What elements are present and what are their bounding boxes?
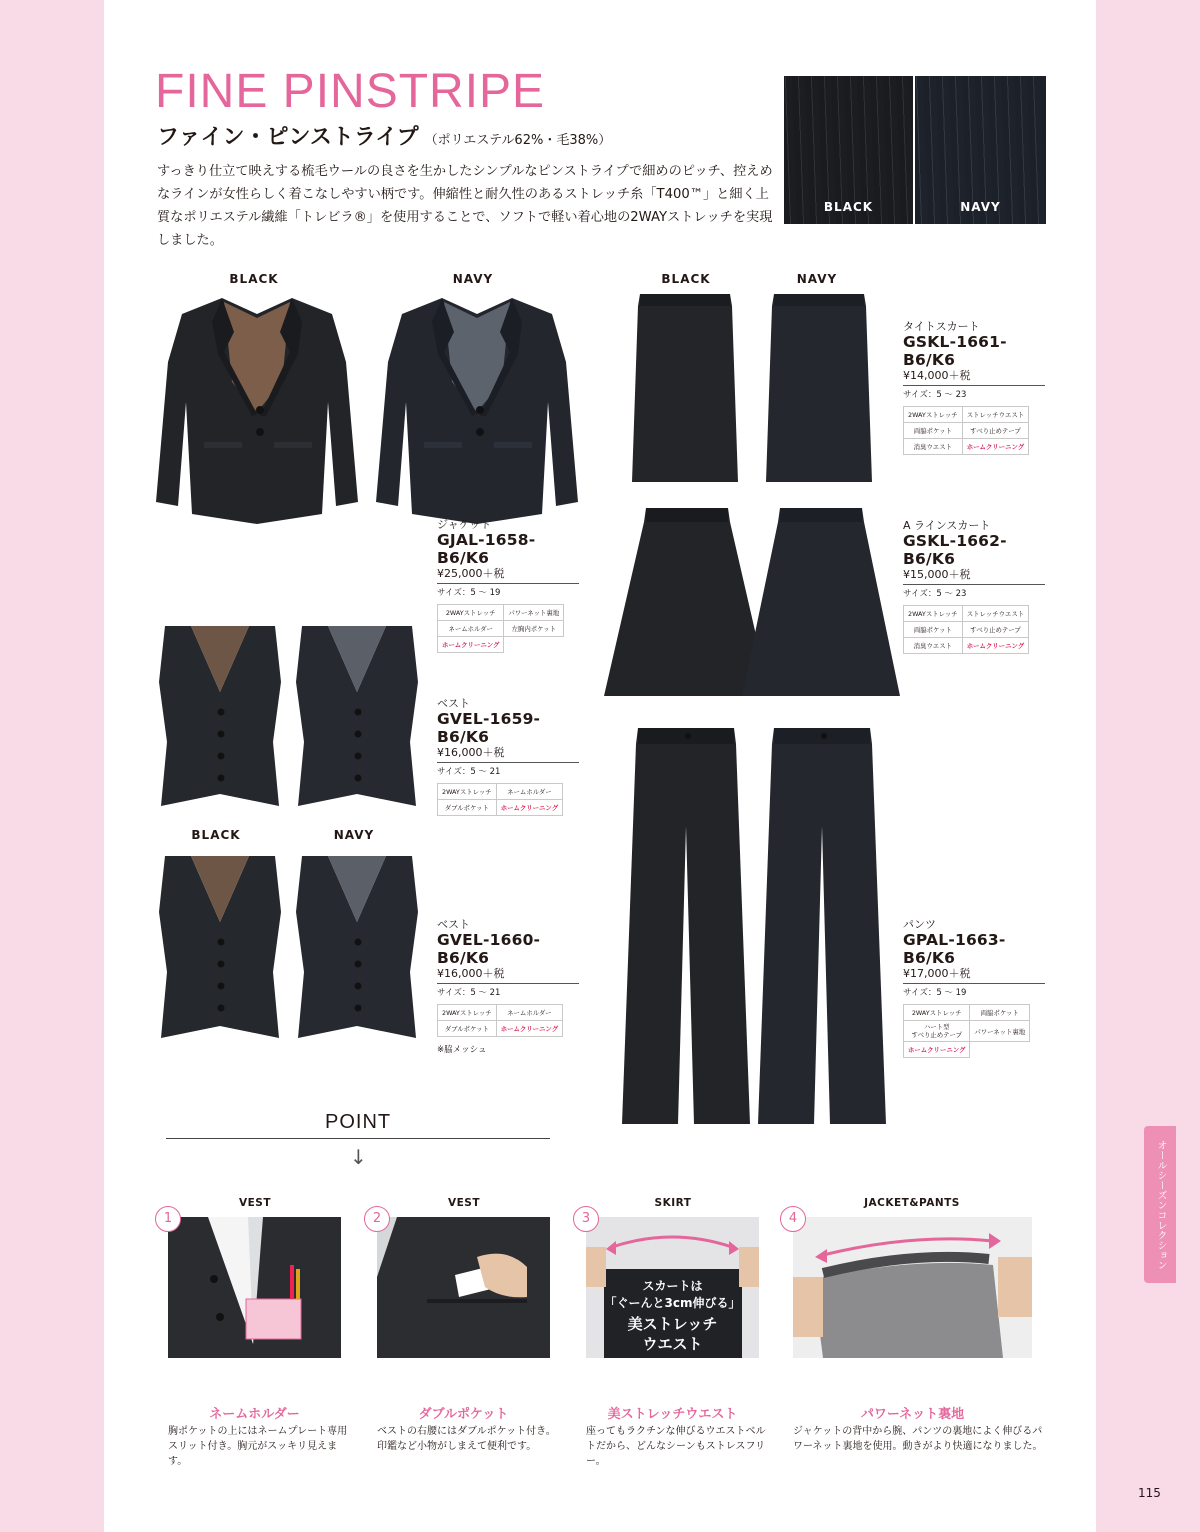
feature-cell: ストレッチウエスト — [962, 606, 1028, 622]
product-price: ¥15,000＋税 — [903, 568, 1045, 585]
feature-cell: ダブルポケット — [438, 800, 497, 816]
point-divider — [166, 1138, 550, 1139]
feature-table — [903, 605, 1029, 654]
feature-cell: パワーネット裏地 — [970, 1021, 1030, 1042]
point-head: SKIRT — [654, 1197, 692, 1209]
feature-cell: 2WAYストレッチ — [438, 784, 497, 800]
stretch-banner-line4: ウエスト — [642, 1335, 703, 1353]
feature-table — [437, 604, 564, 653]
vest-1660-black-image — [155, 852, 285, 1044]
fabric-swatch-black — [784, 76, 913, 224]
feature-table — [437, 783, 563, 816]
right-pink-margin — [1096, 0, 1200, 1532]
feature-table — [903, 406, 1029, 455]
product-info-vest-1659 — [437, 697, 579, 816]
page-subtitle — [157, 120, 611, 151]
point-photo-stretch-waist — [586, 1217, 759, 1358]
feature-cell-home-cleaning: ホームクリーニング — [962, 638, 1028, 654]
product-info-pants — [903, 918, 1045, 1058]
column-head-navy: NAVY — [796, 272, 838, 286]
vest-1659-navy-image — [292, 622, 422, 812]
jacket-navy-image — [372, 292, 582, 532]
product-price: ¥14,000＋税 — [903, 369, 1045, 386]
feature-cell: 2WAYストレッチ — [438, 605, 504, 621]
feature-cell: 両脇ポケット — [970, 1005, 1030, 1021]
product-info-jacket — [437, 518, 579, 653]
tight-skirt-black-image — [628, 292, 742, 488]
product-type: ベスト — [437, 918, 470, 931]
feature-cell: すべり止めテープ — [962, 423, 1028, 439]
point-label: ダブルポケット — [418, 1407, 509, 1422]
product-type: ベスト — [437, 697, 470, 710]
product-type: A ラインスカート — [903, 519, 991, 532]
page-title: FINE PINSTRIPE — [155, 65, 546, 118]
column-head-navy: NAVY — [333, 828, 375, 842]
point-number: 3 — [573, 1206, 599, 1232]
point-title: POINT — [325, 1111, 392, 1133]
feature-cell: 左胸内ポケット — [504, 621, 564, 637]
feature-cell: 消臭ウエスト — [904, 638, 963, 654]
fabric-swatch-navy — [915, 76, 1046, 224]
feature-cell: ネームホルダー — [496, 1005, 562, 1021]
product-size: サイズ：5 〜 21 — [437, 767, 501, 777]
product-price: ¥17,000＋税 — [903, 967, 1045, 984]
feature-cell: すべり止めテープ — [962, 622, 1028, 638]
swatch-label: BLACK — [823, 200, 874, 214]
point-number: 2 — [364, 1206, 390, 1232]
column-head-black: BLACK — [191, 828, 241, 842]
feature-cell-home-cleaning: ホームクリーニング — [904, 1042, 970, 1058]
point-label: 美ストレッチウエスト — [607, 1407, 738, 1422]
feature-cell: 両脇ポケット — [904, 622, 963, 638]
product-size: サイズ：5 〜 21 — [437, 988, 501, 998]
feature-table — [437, 1004, 563, 1037]
product-code: GJAL-1658-B6/K6 — [437, 531, 536, 567]
product-code: GVEL-1660-B6/K6 — [437, 931, 541, 967]
feature-cell: ハート型 すべり止めテープ — [904, 1021, 970, 1042]
feature-cell: ネームホルダー — [496, 784, 562, 800]
product-code: GVEL-1659-B6/K6 — [437, 710, 541, 746]
product-size: サイズ：5 〜 23 — [903, 390, 967, 400]
point-number: 4 — [780, 1206, 806, 1232]
product-price: ¥25,000＋税 — [437, 567, 579, 584]
feature-cell: 2WAYストレッチ — [904, 1005, 970, 1021]
material-composition: （ポリエステル62%・毛38%） — [424, 133, 612, 148]
column-head-black: BLACK — [229, 272, 279, 286]
product-size: サイズ：5 〜 19 — [903, 988, 967, 998]
product-price: ¥16,000＋税 — [437, 746, 579, 763]
left-pink-margin — [0, 0, 104, 1532]
product-type: パンツ — [903, 918, 936, 931]
product-price: ¥16,000＋税 — [437, 967, 579, 984]
feature-cell: 2WAYストレッチ — [438, 1005, 497, 1021]
product-size: サイズ：5 〜 19 — [437, 588, 501, 598]
feature-cell: ダブルポケット — [438, 1021, 497, 1037]
product-note: ※脇メッシュ — [437, 1045, 487, 1055]
product-code: GPAL-1663-B6/K6 — [903, 931, 1006, 967]
feature-cell-home-cleaning: ホームクリーニング — [962, 439, 1028, 455]
point-head: VEST — [447, 1197, 481, 1209]
stretch-banner-line1: スカートは — [642, 1279, 703, 1293]
feature-cell: パワーネット裏地 — [504, 605, 564, 621]
point-photo-double-pocket — [377, 1217, 550, 1358]
product-code: GSKL-1661-B6/K6 — [903, 333, 1007, 369]
product-size: サイズ：5 〜 23 — [903, 589, 967, 599]
swatch-label: NAVY — [960, 200, 1001, 214]
intro-paragraph: すっきり仕立て映えする梳毛ウールの良さを生かしたシンプルなピンストライプで細めのピッチ、控えめなラインが女性らしく着こなしやすい柄です。伸縮性と耐久性のあるストレッチ糸「T400™」と細く上質なポリエステル繊維「トレビラ®」を使用することで、ソフトで軽い着心地の2WAYストレッチを実現しました。 — [157, 164, 773, 248]
point-photo-name-holder — [168, 1217, 341, 1358]
point-photo-power-net — [793, 1217, 1032, 1358]
jacket-black-image — [152, 292, 362, 532]
point-head: VEST — [238, 1197, 272, 1209]
feature-cell: 2WAYストレッチ — [904, 606, 963, 622]
feature-cell-home-cleaning: ホームクリーニング — [496, 1021, 562, 1037]
pants-black-image — [616, 726, 758, 1130]
product-type: タイトスカート — [903, 320, 980, 333]
point-label: パワーネット裏地 — [860, 1407, 965, 1422]
a-line-skirt-navy-image — [740, 506, 902, 702]
point-head: JACKET&PANTS — [864, 1197, 960, 1209]
feature-cell-home-cleaning: ホームクリーニング — [496, 800, 562, 816]
product-code: GSKL-1662-B6/K6 — [903, 532, 1007, 568]
subtitle-jp: ファイン・ピンストライプ — [157, 125, 419, 150]
feature-cell: 消臭ウエスト — [904, 439, 963, 455]
point-number: 1 — [155, 1206, 181, 1232]
feature-table — [903, 1004, 1030, 1058]
stretch-banner-line3: 美ストレッチ — [627, 1315, 718, 1333]
product-info-a-line-skirt — [903, 519, 1045, 654]
pants-navy-image — [752, 726, 894, 1130]
point-description: 胸ポケットの上にはネームプレート専用スリット付き。胸元がスッキリ見えます。 — [168, 1426, 348, 1467]
section-side-tab[interactable]: オールシーズンコレクション — [1144, 1126, 1176, 1283]
tight-skirt-navy-image — [762, 292, 876, 488]
point-description: 座ってもラクチンな伸びるウエストベルトだから、どんなシーンもストレスフリー。 — [586, 1426, 766, 1467]
feature-cell: 2WAYストレッチ — [904, 407, 963, 423]
down-arrow-icon: ↓ — [350, 1145, 367, 1169]
page-number: 115 — [1138, 1486, 1161, 1500]
feature-cell: ストレッチウエスト — [962, 407, 1028, 423]
vest-1659-black-image — [155, 622, 285, 812]
point-description: ベストの右腰にはダブルポケット付き。印鑑など小物がしまえて便利です。 — [377, 1426, 556, 1452]
product-info-tight-skirt — [903, 320, 1045, 455]
feature-cell: ネームホルダー — [438, 621, 504, 637]
product-type: ジャケット — [437, 518, 492, 531]
point-label: ネームホルダー — [209, 1407, 300, 1422]
product-info-vest-1660 — [437, 918, 579, 1055]
feature-cell: 両脇ポケット — [904, 423, 963, 439]
feature-cell-home-cleaning: ホームクリーニング — [438, 637, 504, 653]
column-head-navy: NAVY — [452, 272, 494, 286]
stretch-banner-line2: 「ぐーんと3cm伸びる」 — [604, 1296, 741, 1310]
vest-1660-navy-image — [292, 852, 422, 1044]
column-head-black: BLACK — [661, 272, 711, 286]
point-description: ジャケットの背中から腕、パンツの裏地によく伸びるパワーネット裏地を使用。動きがより快適になりました。 — [793, 1426, 1043, 1452]
